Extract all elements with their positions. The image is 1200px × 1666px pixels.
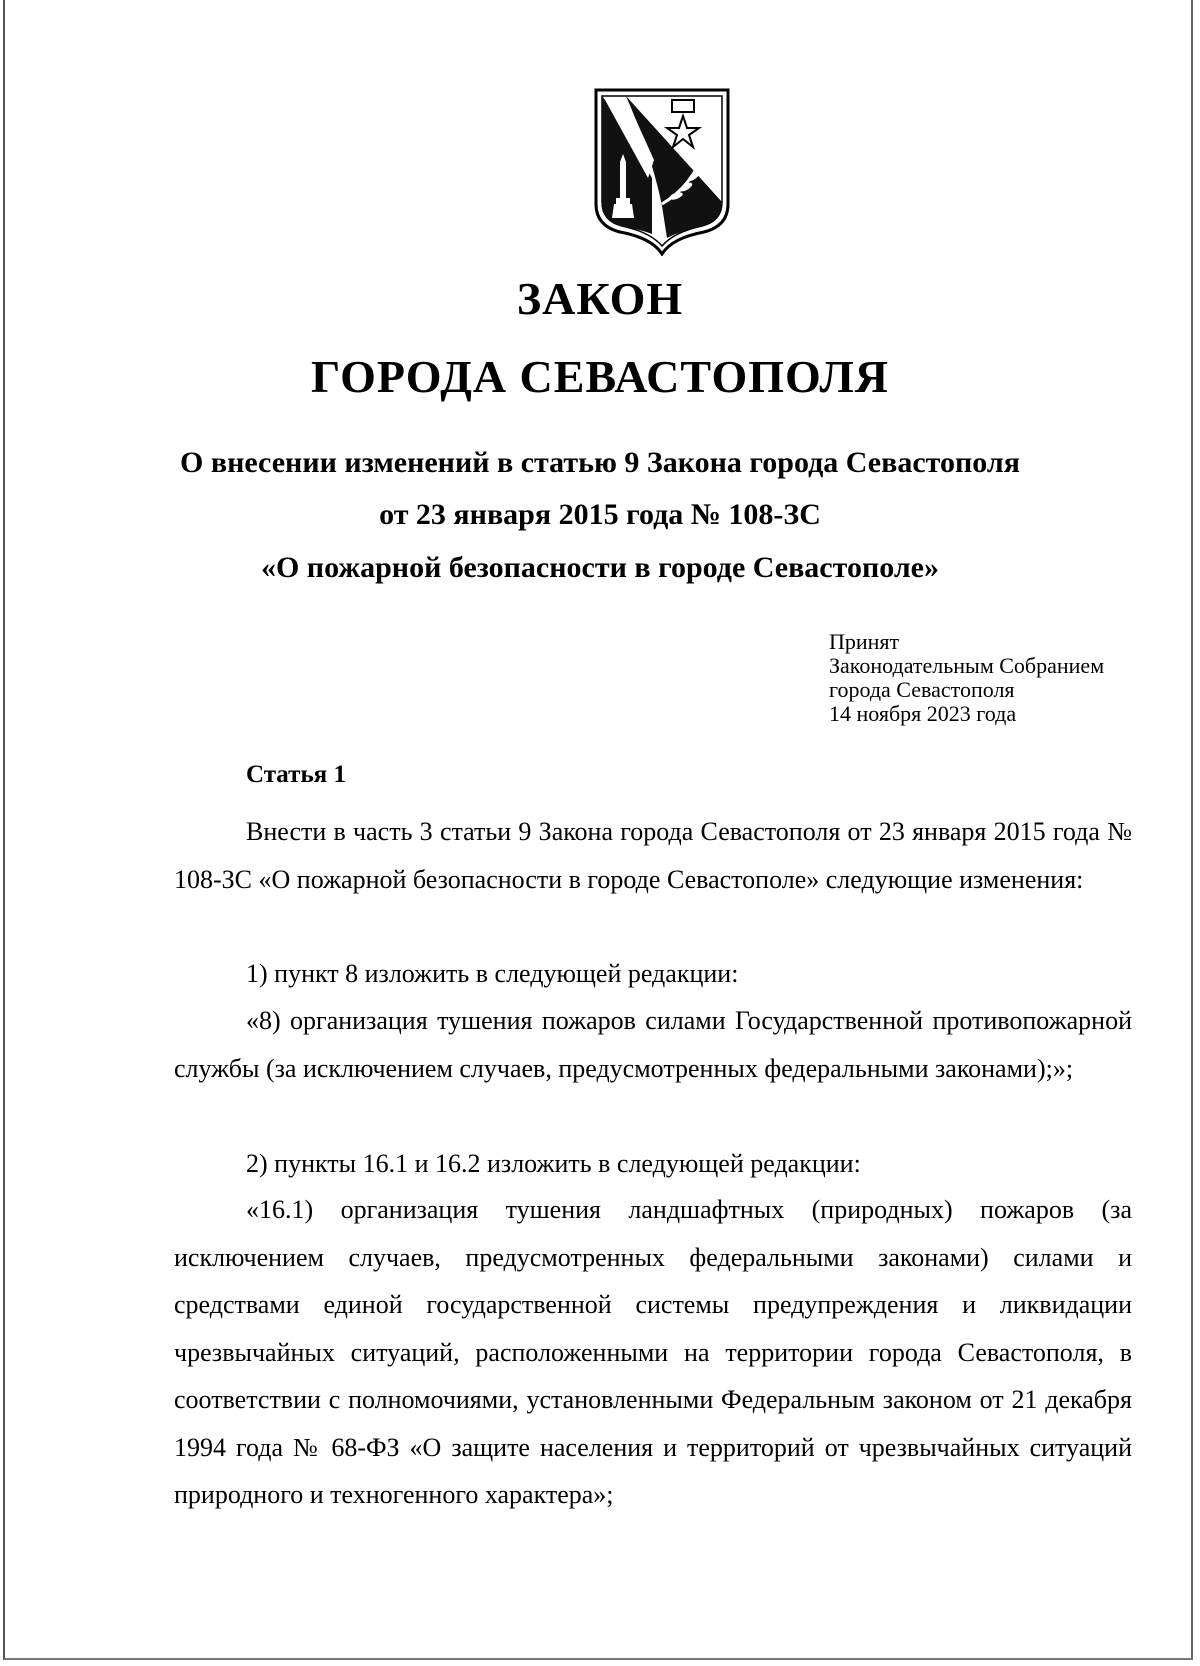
city-title: ГОРОДА СЕВАСТОПОЛЯ: [310, 351, 890, 402]
adoption-line: города Севастополя: [829, 677, 1015, 702]
sevastopol-coat-of-arms-icon: [592, 86, 732, 256]
amendment-item-1: 1) пункт 8 изложить в следующей редакции:: [246, 959, 739, 988]
law-subtitle-line3: «О пожарной безопасности в городе Севастополе»: [260, 551, 940, 584]
article-intro-paragraph: Внести в часть 3 статьи 9 Закона города Севастополя от 23 января 2015 года № 108-ЗС «О пожарной безопасности в городе Севастополе» следующие изменения:: [174, 817, 1132, 894]
amendment-item-2-text: «16.1) организация тушения ландшафтных (природных) пожаров (за исключением случаев, предусмотренных федеральными законами) силами и средствами единой государственной системы предупреждения и ликвидации чрезвычайных ситуаций, расположенными на территории города Севастополя, в соответствии с полномочиями, установленными Федеральным законом от 21 декабря 1994 года № 68-ФЗ «О защите населения и территорий от чрезвычайных ситуаций природного и техногенного характера»;: [174, 1195, 1132, 1509]
article-title: Статья 1: [246, 761, 346, 788]
amendment-item-1-text: «8) организация тушения пожаров силами Государственной противопожарной службы (за исключением случаев, предусмотренных федеральными законами);»;: [174, 1006, 1132, 1083]
law-subtitle-line1: О внесении изменений в статью 9 Закона города Севастополя: [180, 446, 1020, 479]
adoption-line: Законодательным Собранием: [829, 653, 1105, 678]
adoption-note: [829, 630, 1104, 726]
adoption-date: 14 ноября 2023 года: [829, 701, 1017, 726]
law-subtitle-line2: от 23 января 2015 года № 108-ЗС: [379, 498, 821, 531]
adoption-line: Принят: [829, 629, 900, 654]
amendment-item-2: 2) пункты 16.1 и 16.2 изложить в следующей редакции:: [246, 1149, 861, 1178]
law-title: ЗАКОН: [516, 273, 684, 324]
